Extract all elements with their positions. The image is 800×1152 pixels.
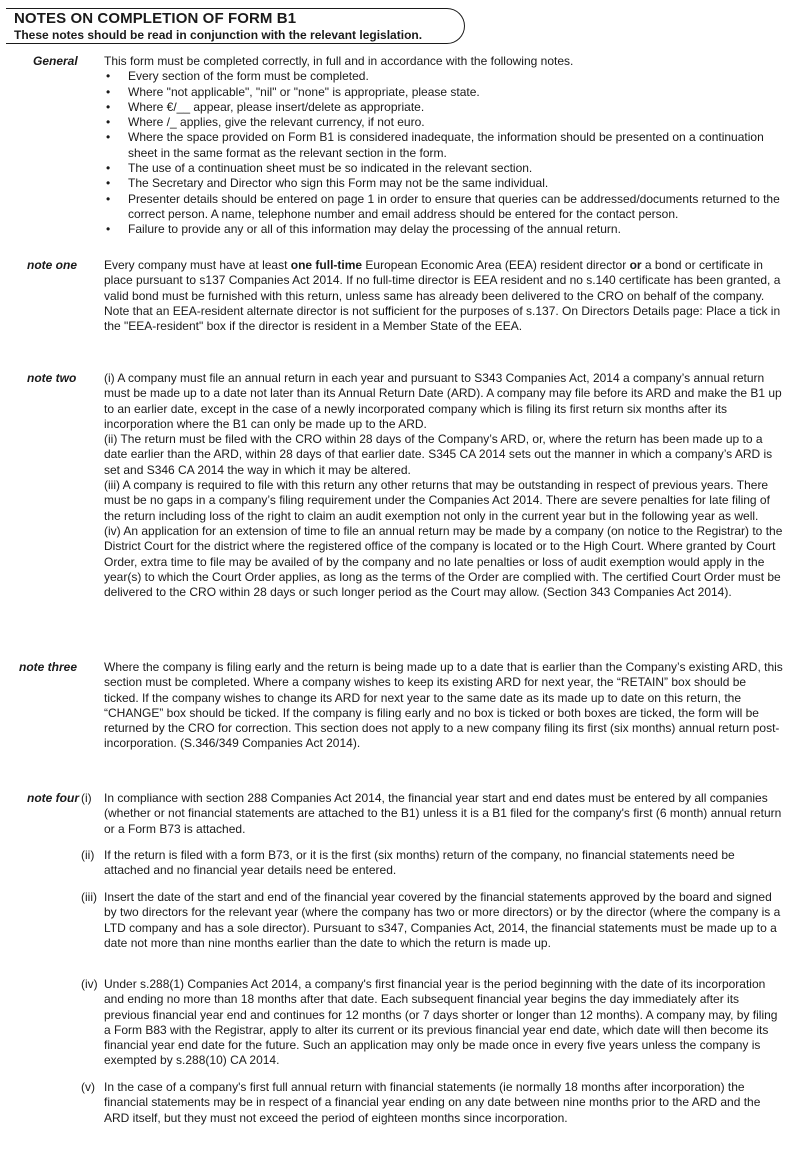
section-label-note-two: note two xyxy=(27,371,77,385)
note-one-body xyxy=(104,258,784,334)
section-label-note-four: note four xyxy=(27,791,79,805)
item-text: In compliance with section 288 Companies Act 2014, the financial year start and end dates must be entered by all companies (whether or not financial statements are attached to the B1) unless it is a B1 filed for the company's first (6 month) annual return or a Form B73 is attached. xyxy=(104,791,782,836)
note-three-body: Where the company is filing early and the return is being made up to a date that is earlier than the Company’s existing ARD, this section must be completed. Where a company wishes to keep its existing ARD for next year, the “RETAIN” box should be ticked. If the company wishes to change its ARD for next year to the same date as its made up to date on this return, the “CHANGE” box should be ticked. If the company is filing early and no box is ticked or both boxes are ticked, the form will be returned by the CRO for correction. This section does not apply to a new company filing its first (six months) annual return post-incorporation. (S.346/349 Companies Act 2014). xyxy=(104,660,783,751)
note-one-bold-b: or xyxy=(629,258,642,272)
bullet-item: • The use of a continuation sheet must be so indicated in the relevant section. xyxy=(104,161,784,176)
item-text: Insert the date of the start and end of the financial year covered by the financial statements approved by the board and signed by two directors for the relevant year (where the company has two or more directors) or by the director (where the company is a LTD company and has a sole director). Pursuant to s347, Companies Act, 2014, the financial statements must be made up to a date not more than nine months earlier than the date to which the return is made up. xyxy=(104,890,781,950)
note-one-text-b: European Economic Area (EEA) resident director xyxy=(362,258,630,272)
bullet-item: • Where the space provided on Form B1 is considered inadequate, the information should be presented on a continuation sheet in the same format as the relevant section in the form. xyxy=(104,130,784,161)
bullet-item: • Presenter details should be entered on page 1 in order to ensure that queries can be addressed/documents returned to the correct person. A name, telephone number and email address should be entered for the contact person. xyxy=(104,192,784,223)
bullet-item: • Every section of the form must be completed. xyxy=(104,69,784,84)
bullet-item: • Where /_ applies, give the relevant currency, if not euro. xyxy=(104,115,784,130)
note-one-text-c: a bond or certificate in place pursuant to s137 Companies Act 2014. If no full-time director is EEA resident and no s.140 certificate has been granted, a valid bond must be furnished with this return, unless same has already been delivered to the CRO on behalf of the company. Note that an EEA-resident alternate director is not sufficient for the purposes of s.137. On Directors Details page: Place a tick in the "EEA-resident" box if the director is resident in a Member State of the EEA. xyxy=(104,258,781,334)
item-number: (iv) xyxy=(81,977,98,991)
bullet-item: • The Secretary and Director who sign this Form may not be the same individual. xyxy=(104,176,784,191)
section-label-note-three: note three xyxy=(19,660,78,674)
item-text: If the return is filed with a form B73, or it is the first (six months) return of the company, no financial statements need be attached and no financial year details need be entered. xyxy=(104,848,735,878)
section-label-note-one: note one xyxy=(27,258,77,272)
item-text: Under s.288(1) Companies Act 2014, a company's first financial year is the period beginning with the date of its incorporation and ending no more than 18 months after that date. Each subsequent financial year begins the day immediately after its previous financial year end and continues for 12 months (or 7 days shorter or longer than 12 months). A company may, by filing a Form B83 with the Registrar, apply to alter its current or its previous financial year end date, which date will then become its financial year end date for the future. Such an application may only be made once in every five years unless the company is exempted by s.288(10) CA 2014. xyxy=(104,977,778,1068)
general-bullet-list xyxy=(104,69,784,237)
section-label-general: General xyxy=(33,54,78,68)
bullet-item: • Where "not applicable", "nil" or "none" is appropriate, please state. xyxy=(104,85,784,100)
item-text: In the case of a company's first full annual return with financial statements (ie normally 18 months after incorporation) the financial statements may be in respect of a financial year ending on any date between nine months prior to the ARD and the ARD itself, but they must not exceed the period of eighteen months since incorporation. xyxy=(104,1080,761,1125)
item-number: (i) xyxy=(81,791,92,805)
bullet-item: • Where €/__ appear, please insert/delete as appropriate. xyxy=(104,100,784,115)
note-two-body: (i) A company must file an annual return in each year and pursuant to S343 Companies Act, 2014 a company’s annual return must be made up to a date not later than its Annual Return Date (ARD). A company may file before its ARD and make the B1 up to an earlier date, except in the case of a newly incorporated company which is filing its first return six months after its incorporation where the B1 can only be made up to the ARD. (ii) The return must be filed with the CRO within 28 days of the Company’s ARD, or, where the return has been made up to a date earlier than the ARD, within 28 days of that earlier date. S345 CA 2014 sets out the manner in which a company’s ARD is set and S346 CA 2014 the way in which it may be altered. (iii) A company is required to file with this return any other returns that may be outstanding in respect of previous years. There must be no gaps in a company’s filing requirement under the Companies Act 2014. There are severe penalties for late filing of the return including loss of the right to claim an audit exemption not only in the current year but in the following year as well. (iv) An application for an extension of time to file an annual return may be made by a company (on notice to the Registrar) to the District Court for the district where the registered office of the company is located or to the High Court. Where granted by Court Order, extra time to file may be availed of by the company and no late penalties or loss of audit exemption would apply in the year(s) to which the Court Order applies, as long as the terms of the Order are complied with. The certified Court Order must be delivered to the CRO within 28 days or such longer period as the Court may allow. (Section 343 Companies Act 2014). xyxy=(104,371,783,600)
general-body xyxy=(104,54,784,238)
general-intro: This form must be completed correctly, in full and in accordance with the following notes. xyxy=(104,54,574,68)
item-number: (v) xyxy=(81,1080,95,1094)
note-one-bold-a: one full-time xyxy=(290,258,363,272)
bullet-item: • Failure to provide any or all of this information may delay the processing of the annual return. xyxy=(104,222,784,237)
page-title: NOTES ON COMPLETION OF FORM B1 xyxy=(14,10,297,27)
item-number: (ii) xyxy=(81,848,95,862)
page-subtitle: These notes should be read in conjunction with the relevant legislation. xyxy=(14,28,423,42)
note-one-text-a: Every company must have at least xyxy=(104,258,291,272)
item-number: (iii) xyxy=(81,890,97,904)
